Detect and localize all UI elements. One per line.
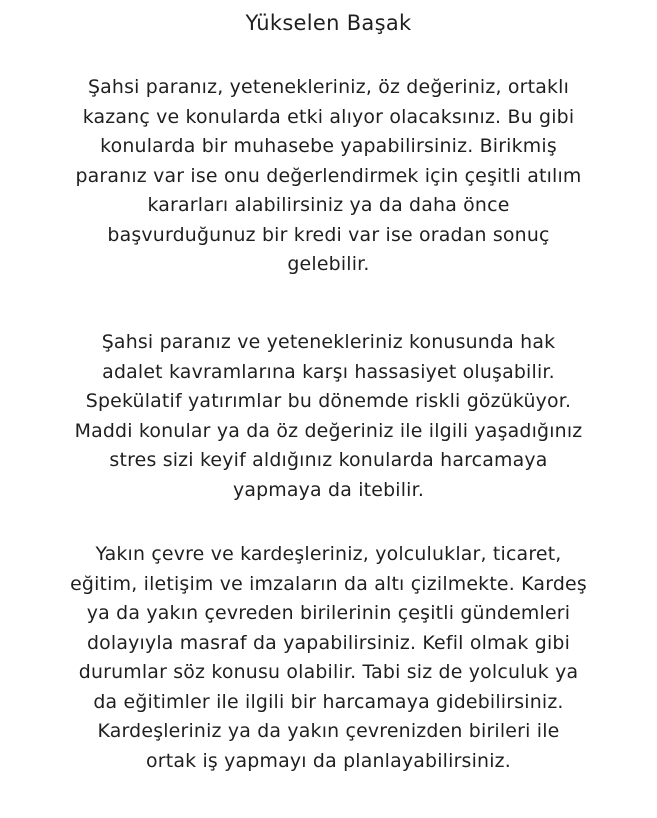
- paragraph-line: ortak iş yapmayı da planlayabilirsiniz.: [146, 749, 511, 772]
- paragraph-line: ya da yakın çevreden birilerinin çeşitli gündemleri: [86, 602, 571, 624]
- paragraph-line: konularda bir muhasebe yapabilirsiniz. Birikmiş: [100, 135, 557, 157]
- paragraph-line: kazanç ve konularda etki alıyor olacaksınız. Bu gibi: [82, 105, 575, 128]
- paragraph-line: stres sizi keyif aldığınız konularda harcamaya: [109, 449, 548, 471]
- paragraph-line: paranız var ise onu değerlendirmek için çeşitli atılım: [75, 164, 582, 187]
- paragraph-line: başvurduğunuz bir kredi var ise oradan sonuç: [107, 223, 550, 246]
- paragraph-line: eğitim, iletişim ve imzaların da altı çizilmekte. Kardeş: [70, 572, 587, 595]
- paragraph-line: da eğitimler ile ilgili bir harcamaya gidebilirsiniz.: [93, 690, 564, 713]
- paragraph-3: [0, 540, 657, 776]
- paragraph-line: yapmaya da itebilir.: [232, 478, 425, 501]
- paragraph-line: kararları alabilirsiniz ya da daha önce: [147, 194, 510, 216]
- document-title: Yükselen Başak: [245, 11, 412, 35]
- paragraph-line: adalet kavramlarına karşı hassasiyet oluşabilir.: [102, 360, 555, 383]
- paragraph-2: [0, 328, 657, 505]
- paragraph-line: Spekülatif yatırımlar bu dönemde riskli gözüküyor.: [85, 390, 572, 412]
- paragraph-line: durumlar söz konusu olabilir. Tabi siz de yolculuk ya: [78, 661, 579, 683]
- paragraph-line: Şahsi paranız ve yetenekleriniz konusunda hak: [101, 331, 556, 353]
- paragraph-line: Kardeşleriniz ya da yakın çevrenizden birileri ile: [97, 720, 560, 742]
- paragraph-line: Maddi konular ya da öz değeriniz ile ilgili yaşadığınız: [74, 419, 583, 442]
- paragraph-line: gelebilir.: [287, 253, 370, 275]
- paragraph-1: [0, 73, 657, 280]
- paragraph-line: Yakın çevre ve kardeşleriniz, yolculuklar, ticaret,: [95, 543, 562, 565]
- paragraph-line: Şahsi paranız, yetenekleriniz, öz değeriniz, ortaklı: [87, 76, 570, 98]
- paragraph-line: dolayıyla masraf da yapabilirsiniz. Kefil olmak gibi: [86, 631, 571, 654]
